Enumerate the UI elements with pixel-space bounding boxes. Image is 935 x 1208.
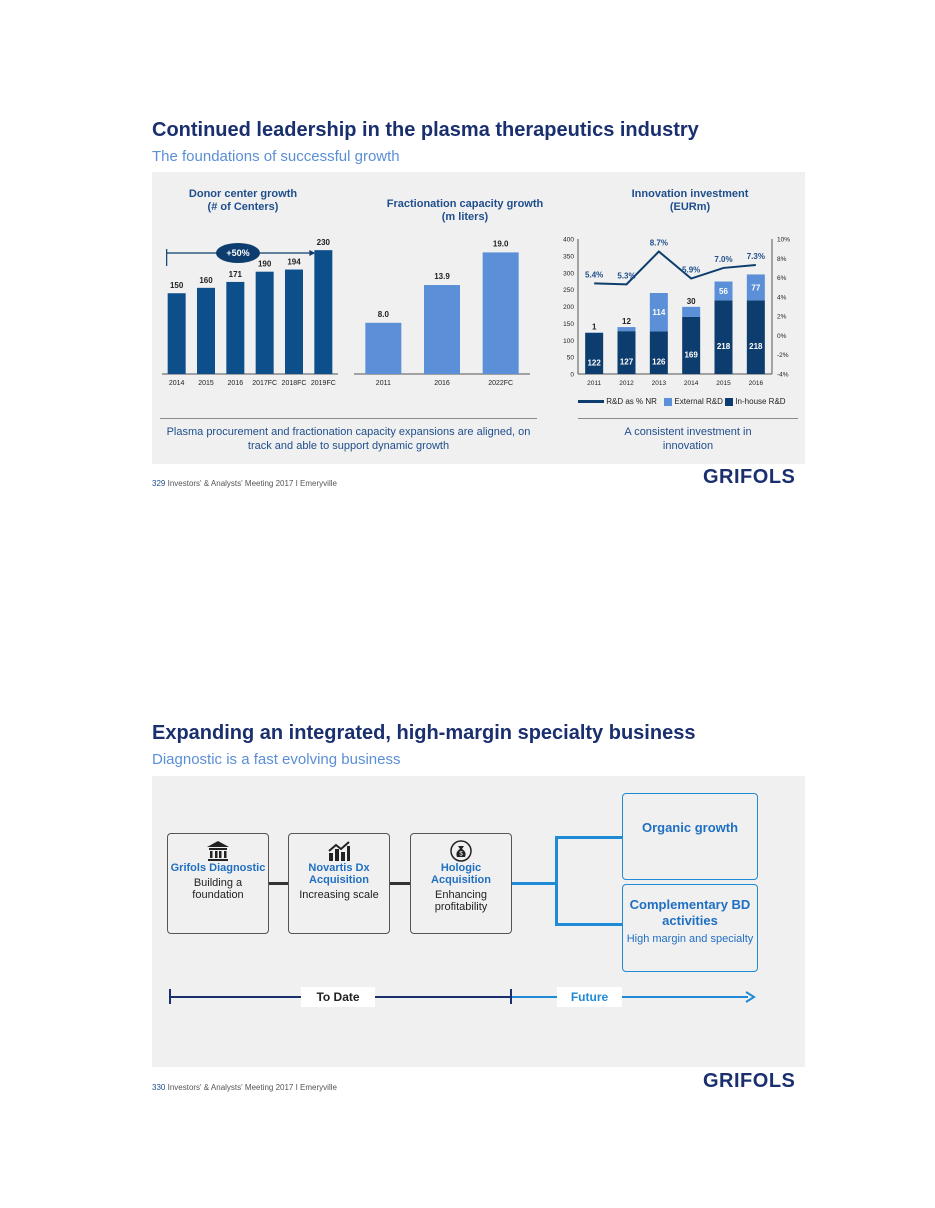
innovation-chart-title: Innovation investment (EURm) <box>631 188 749 213</box>
data-label-in-house: 169 <box>684 350 698 360</box>
tick-label: 2017FC <box>252 380 278 387</box>
tick-label: 2022FC <box>488 380 514 387</box>
legend-line-swatch <box>578 400 604 403</box>
line-label: 7.0% <box>714 254 733 264</box>
bar-external <box>618 327 636 331</box>
growth-badge-label: +50% <box>226 248 250 258</box>
bar <box>483 252 519 374</box>
data-label: 150 <box>169 281 184 291</box>
y-tick-label: 350 <box>563 253 574 261</box>
timeline-future <box>512 996 748 998</box>
data-label-in-house: 218 <box>749 342 763 352</box>
y-tick-label: 400 <box>563 236 574 244</box>
y2-tick-label: 4% <box>777 294 787 302</box>
data-label-external: 12 <box>622 317 631 327</box>
data-label: 8.0 <box>377 309 389 319</box>
tick-label: 2013 <box>651 380 667 387</box>
connector <box>268 882 290 885</box>
bar-in-house <box>682 317 700 374</box>
branch-vertical <box>555 836 558 926</box>
slide-subtitle: The foundations of successful growth <box>152 148 400 165</box>
legend-item: R&D as % NR <box>606 397 657 406</box>
donor-chart-title: Donor center growth (# of Centers) <box>188 188 298 213</box>
y-tick-label: 100 <box>563 337 574 345</box>
bar <box>226 282 244 374</box>
tick-label: 2015 <box>716 380 731 387</box>
tick-label: 2019FC <box>310 380 336 387</box>
charts-svg <box>152 172 805 464</box>
line-label: 5.4% <box>585 270 604 280</box>
note-left: Plasma procurement and fractionation capacity expansions are aligned, on track and able to support dynamic growth <box>166 426 531 452</box>
y-tick-label: 0 <box>570 371 574 379</box>
y2-tick-label: 2% <box>777 313 787 321</box>
bar <box>314 250 332 374</box>
step-title: Hologic Acquisition <box>431 862 491 886</box>
timeline-label-to-date: To Date <box>301 987 375 1007</box>
footer-text: Investors' & Analysts' Meeting 2017 I Emeryville <box>167 1083 337 1092</box>
line-label: 5.3% <box>617 271 636 281</box>
page-number: 329 <box>152 479 166 488</box>
future-title: Organic growth <box>641 820 739 835</box>
tick-label: 2011 <box>587 380 602 387</box>
data-label-external: 56 <box>719 286 728 296</box>
bar <box>256 272 274 374</box>
bank-icon <box>168 840 268 862</box>
tick-label: 2014 <box>683 380 699 387</box>
data-label: 160 <box>199 275 213 285</box>
divider <box>160 418 537 419</box>
y2-tick-label: 6% <box>777 275 787 283</box>
footer <box>152 1083 337 1092</box>
branch-bottom <box>555 923 622 926</box>
bar-in-house <box>747 300 765 374</box>
y2-tick-label: -4% <box>777 371 789 379</box>
money-bag-icon <box>411 840 511 862</box>
tick-label: 2016 <box>748 380 764 387</box>
bar <box>424 285 460 374</box>
branch-top <box>555 836 622 839</box>
y-tick-label: 150 <box>563 320 574 328</box>
future-title: Complementary BD activities <box>629 897 751 928</box>
bar-in-house <box>715 300 733 374</box>
data-label-in-house: 126 <box>652 357 666 367</box>
data-label-external: 30 <box>686 296 696 306</box>
timeline-label-future: Future <box>557 987 622 1007</box>
future-organic-growth <box>622 793 758 880</box>
line-label: 7.3% <box>746 252 765 262</box>
step-grifols-diagnostic <box>167 833 269 934</box>
y-tick-label: 250 <box>563 287 574 295</box>
tick-label: 2012 <box>619 380 634 387</box>
y2-tick-label: 8% <box>777 255 787 263</box>
bar-in-house <box>585 333 603 374</box>
bar-in-house <box>650 331 668 374</box>
step-hologic-acquisition <box>410 833 512 934</box>
legend-swatch <box>664 398 672 406</box>
tick-label: 2018FC <box>281 380 307 387</box>
connector-future <box>510 882 556 885</box>
data-label-external: 1 <box>591 322 597 332</box>
data-label: 194 <box>287 257 301 267</box>
bar <box>285 270 303 374</box>
data-label-external: 77 <box>751 283 761 293</box>
bar <box>168 293 186 374</box>
y2-tick-label: 10% <box>777 236 791 244</box>
step-desc: Enhancing profitability <box>434 889 488 913</box>
data-label: 190 <box>257 259 272 269</box>
data-label-in-house: 122 <box>587 358 601 368</box>
tick-label: 2011 <box>375 380 391 387</box>
y-tick-label: 300 <box>563 270 574 278</box>
tick-label: 2016 <box>227 380 244 387</box>
fractionation-chart <box>354 239 530 387</box>
arrow-right-icon <box>744 990 758 1004</box>
data-label: 171 <box>228 269 243 279</box>
step-novartis-acquisition <box>288 833 390 934</box>
bar-in-house <box>618 331 636 374</box>
tick-label: 2015 <box>198 380 214 387</box>
y2-tick-label: 0% <box>777 332 787 340</box>
timeline-start-tick <box>169 989 171 1004</box>
step-desc: Increasing scale <box>299 889 379 901</box>
step-desc: Building a foundation <box>192 877 244 901</box>
slide-title: Expanding an integrated, high-margin specialty business <box>152 722 696 744</box>
data-label: 13.9 <box>434 272 450 282</box>
bar-external <box>682 307 700 317</box>
note-right: A consistent investment in innovation <box>624 426 752 452</box>
step-title: Grifols Diagnostic <box>170 862 266 874</box>
page-number: 330 <box>152 1083 166 1092</box>
grifols-logo: GRIFOLS <box>703 466 796 488</box>
donor-chart <box>162 238 338 387</box>
data-label: 19.0 <box>492 239 509 249</box>
legend-item: In-house R&D <box>735 397 786 406</box>
footer <box>152 479 337 488</box>
step-title: Novartis Dx Acquisition <box>308 862 370 886</box>
divider <box>578 418 798 419</box>
line-label: 5.9% <box>682 265 701 275</box>
fractionation-chart-title: Fractionation capacity growth (m liters) <box>386 198 544 223</box>
legend-item: External R&D <box>674 397 723 406</box>
future-desc: High margin and specialty <box>626 933 754 945</box>
tick-label: 2014 <box>168 380 185 387</box>
connector <box>389 882 411 885</box>
data-label-in-house: 218 <box>716 342 731 352</box>
future-complementary-bd <box>622 884 758 972</box>
footer-text: Investors' & Analysts' Meeting 2017 I Emeryville <box>167 479 337 488</box>
innovation-legend <box>578 397 786 406</box>
growth-chart-icon <box>289 840 389 862</box>
legend-swatch <box>725 398 733 406</box>
data-label: 230 <box>316 238 331 248</box>
grifols-logo: GRIFOLS <box>703 1070 796 1092</box>
line-label: 8.7% <box>649 238 668 248</box>
slide-title: Continued leadership in the plasma therapeutics industry <box>152 119 699 141</box>
data-label-external: 114 <box>652 308 666 318</box>
y2-tick-label: -2% <box>777 352 789 360</box>
bar <box>365 323 401 374</box>
y-tick-label: 200 <box>563 304 574 311</box>
bar <box>197 288 215 374</box>
innovation-chart <box>563 237 790 388</box>
y-tick-label: 50 <box>566 354 574 362</box>
tick-label: 2016 <box>434 380 450 387</box>
svg-text:$: $ <box>459 851 463 858</box>
slide-subtitle: Diagnostic is a fast evolving business <box>152 751 401 768</box>
data-label-in-house: 127 <box>619 357 634 367</box>
